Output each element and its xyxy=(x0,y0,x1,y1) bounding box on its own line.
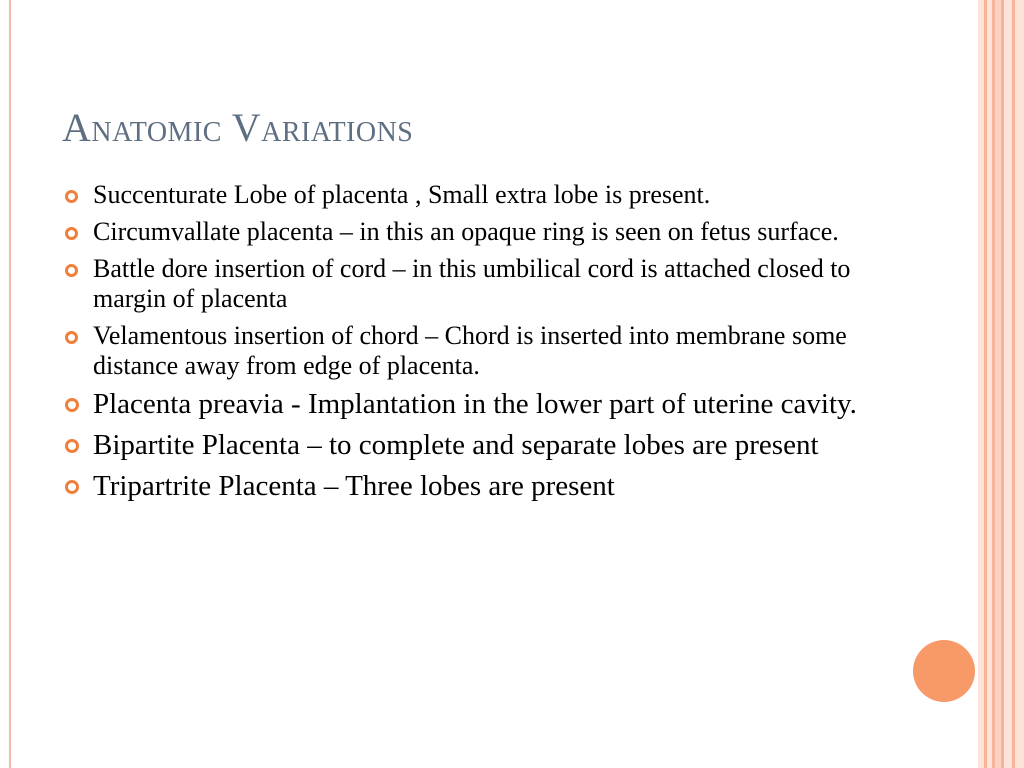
bullet-text: Placenta preavia - Implantation in the lower part of uterine cavity. xyxy=(93,388,857,420)
bullet-circle-icon xyxy=(65,227,78,240)
bullet-item xyxy=(62,429,882,462)
bullet-circle-icon xyxy=(65,398,79,412)
right-decorative-stripes xyxy=(978,0,1024,768)
bullet-text: Battle dore insertion of cord – in this umbilical cord is attached closed to margin of placenta xyxy=(93,254,851,313)
slide-title: Anatomic Variations xyxy=(62,105,414,150)
left-frame-border xyxy=(9,0,11,768)
bullet-item xyxy=(62,321,882,381)
bullet-circle-icon xyxy=(65,331,78,344)
bullet-item xyxy=(62,470,882,503)
bullet-text: Circumvallate placenta – in this an opaque ring is seen on fetus surface. xyxy=(93,217,839,246)
bullet-circle-icon xyxy=(65,439,79,453)
accent-circle xyxy=(913,640,975,702)
bullet-circle-icon xyxy=(65,264,78,277)
bullet-item xyxy=(62,217,882,247)
bullet-item xyxy=(62,388,882,421)
bullet-text: Bipartite Placenta – to complete and separate lobes are present xyxy=(93,429,819,461)
bullet-item xyxy=(62,254,882,314)
bullet-circle-icon xyxy=(65,190,78,203)
bullet-text: Velamentous insertion of chord – Chord is inserted into membrane some distance away from edge of placenta. xyxy=(93,321,847,380)
bullet-list xyxy=(62,180,882,511)
bullet-text: Tripartrite Placenta – Three lobes are present xyxy=(93,470,615,502)
bullet-circle-icon xyxy=(65,480,79,494)
bullet-item xyxy=(62,180,882,210)
bullet-text: Succenturate Lobe of placenta , Small extra lobe is present. xyxy=(93,180,711,209)
